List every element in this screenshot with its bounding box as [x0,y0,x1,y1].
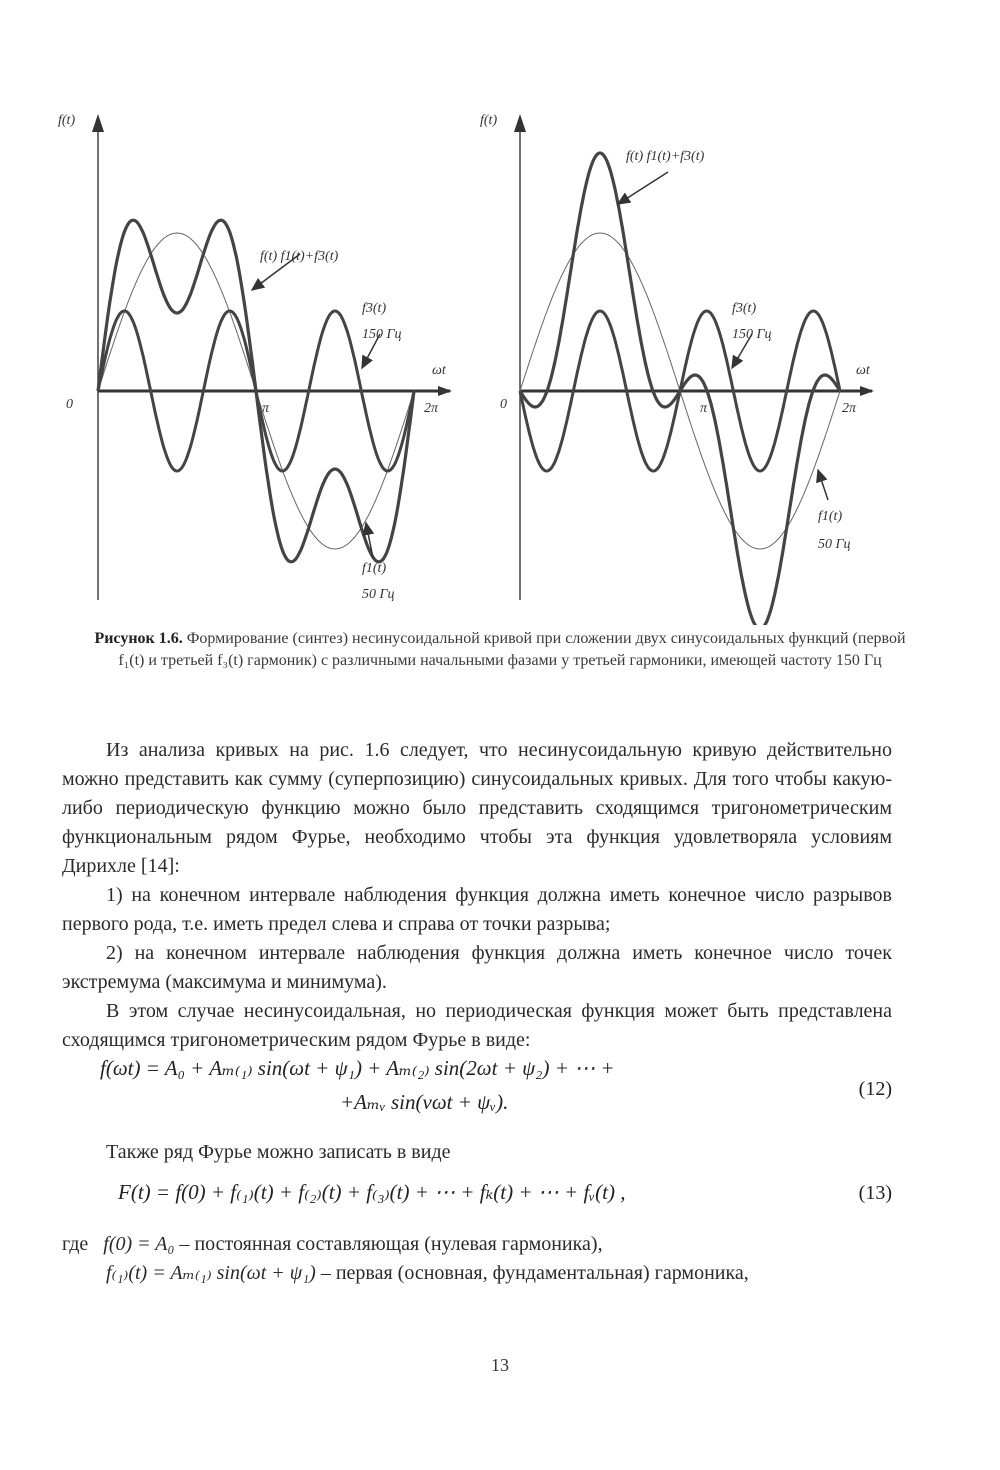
right-sum-label: f(t) f1(t)+f3(t) [626,149,705,164]
figure-1-6 [0,0,1000,625]
right-curve-sum [520,153,843,625]
where-line [62,1230,892,1259]
left-f1-freq: 50 Гц [362,587,395,602]
list-item-1: 1) на конечном интервале наблюдения функция должна иметь конечное число разрывов первого рода, т.е. иметь предел слева и справа от точки разрыва; [62,884,892,935]
right-f1-freq: 50 Гц [818,537,851,552]
right-2pi-label: 2π [842,401,857,416]
where-prefix: где [62,1233,89,1255]
left-2pi-label: 2π [424,401,439,416]
paragraph-1: Из анализа кривых на рис. 1.6 следует, что несинусоидальную кривую действительно можно представить как сумму (суперпозицию) синусоидальных кривых. Для того чтобы какую-либо периодическую функцию можно было представить сходящимся тригонометрическим функциональным рядом Фурье, необходимо чтобы эта функция удовлетворяла условиям Дирихле [14]: [62,739,892,877]
equation-12-line-1: f(ωt) = A₀ + Aₘ₍₁₎ sin(ωt + ψ₁) + Aₘ₍₂₎ sin(2ωt + ψ₂) + ⋯ + [100,1056,615,1080]
left-x-axis-label: ωt [432,363,446,378]
right-pi-label: π [700,401,708,416]
where-text: – постоянная составляющая (нулевая гармоника), [174,1233,603,1255]
equation-12-number: (12) [858,1078,892,1100]
left-f3-freq: 150 Гц [362,327,402,342]
paragraph-2: В этом случае несинусоидальная, но периодическая функция может быть представлена сходящимся тригонометрическим рядом Фурье в виде: [62,1000,892,1051]
caption-text: Формирование (синтез) несинусоидальной кривой при сложении двух синусоидальных функций (первой f₁(t) и третьей f₃(t) гармоник) с различными начальными фазами у третьей гармоники, имеющей частоту 150 Гц [118,630,906,669]
right-plot [480,113,874,625]
left-y-arrow-icon [92,114,104,132]
right-sum-pointer [618,172,668,204]
right-x-axis-label: ωt [856,363,870,378]
right-f1-label: f1(t) [818,509,843,524]
left-f1-label: f1(t) [362,561,387,576]
first-harmonic-text: – первая (основная, фундаментальная) гармоника, [315,1262,749,1284]
list-item-2: 2) на конечном интервале наблюдения функция должна иметь конечное число точек экстремума (максимума и минимума). [62,942,892,993]
left-f3-label: f3(t) [362,301,387,316]
left-pi-label: π [262,401,270,416]
figure-caption [80,628,920,672]
paragraph-3: Также ряд Фурье можно записать в виде [106,1141,451,1163]
right-f1-pointer [818,470,828,500]
equation-13: F(t) = f(0) + f₍₁₎(t) + f₍₂₎(t) + f₍₃₎(t) + ⋯ + fₖ(t) + ⋯ + fᵥ(t) , [118,1180,626,1204]
left-sum-label: f(t) f1(t)+f3(t) [260,249,339,264]
left-origin-label: 0 [66,397,73,412]
page-number: 13 [491,1355,509,1375]
first-harmonic-equation: f₍₁₎(t) = Aₘ₍₁₎ sin(ωt + ψ₁) [106,1262,316,1284]
equation-13-number: (13) [858,1182,892,1204]
left-y-axis-label: f(t) [58,113,76,128]
left-x-arrow-icon [438,386,452,396]
right-y-axis-label: f(t) [480,113,498,128]
right-x-arrow-icon [860,386,874,396]
caption-title: Рисунок 1.6. [94,630,183,647]
left-plot [58,113,452,602]
right-f3-freq: 150 Гц [732,327,772,342]
right-origin-label: 0 [500,397,507,412]
right-f3-label: f3(t) [732,301,757,316]
first-harmonic-line [62,1259,892,1288]
where-equation: f(0) = A₀ [103,1233,175,1255]
right-y-arrow-icon [514,114,526,132]
equation-12-line-2: +Aₘᵥ sin(νωt + ψᵥ). [340,1090,509,1114]
